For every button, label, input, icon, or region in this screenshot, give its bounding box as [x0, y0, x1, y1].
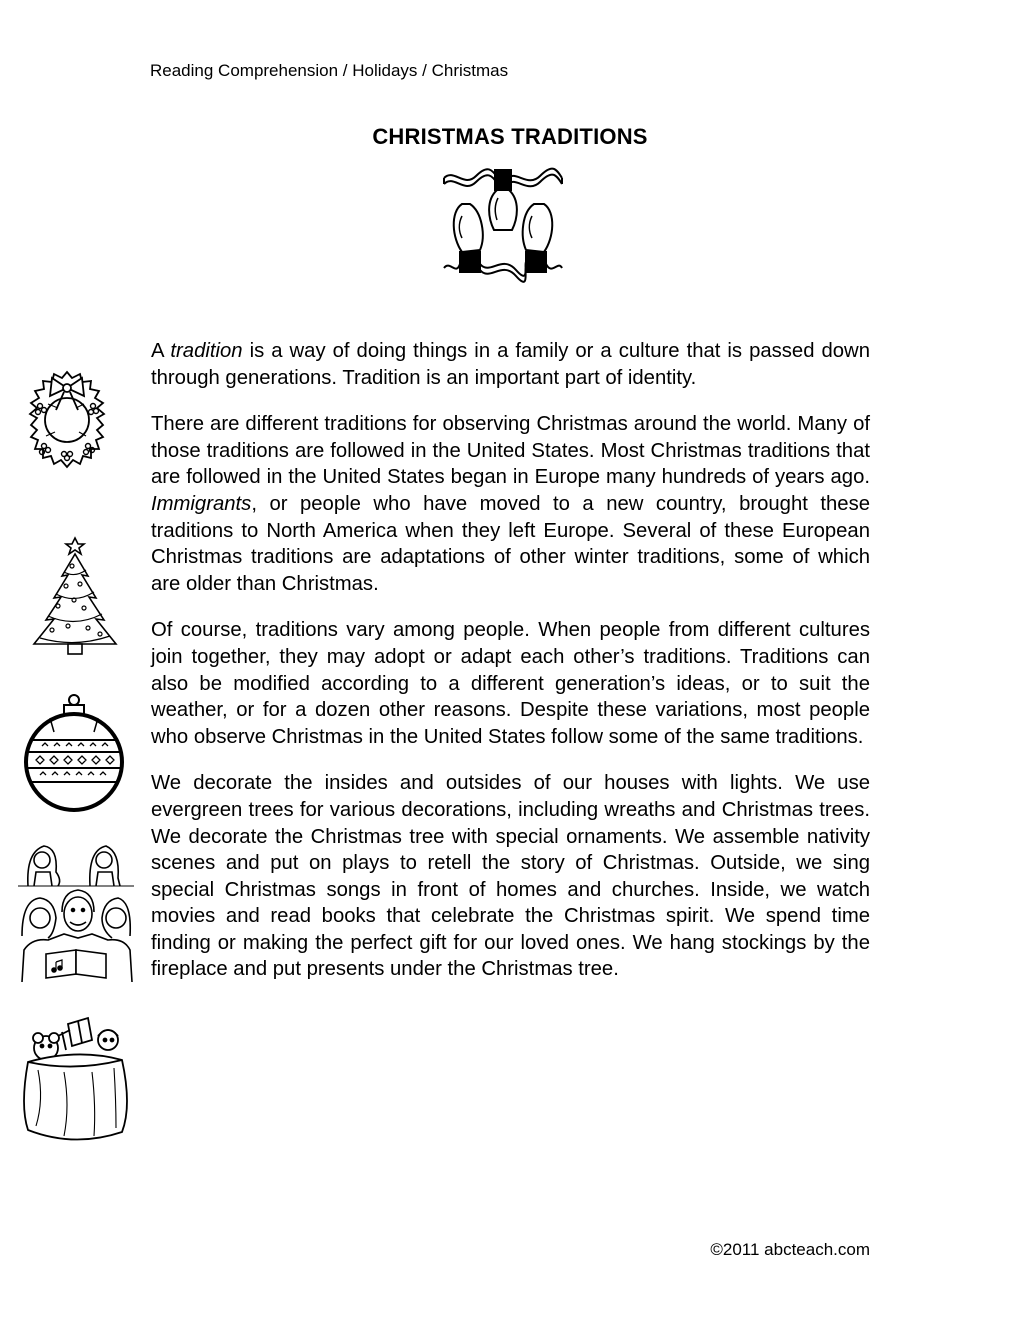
christmas-tree-icon [28, 536, 122, 658]
page-title: CHRISTMAS TRADITIONS [372, 124, 648, 149]
gift-sack-icon [18, 1010, 134, 1144]
carolers-icon [18, 838, 134, 986]
term-immigrants: Immigrants [151, 492, 252, 515]
wreath-icon [8, 366, 126, 484]
article-body [151, 338, 870, 1003]
breadcrumb: Reading Comprehension / Holidays / Christmas [150, 61, 509, 80]
ornament-icon [20, 692, 128, 814]
paragraph-definition: A tradition is a way of doing things in a family or a culture that is passed down through generations. Tradition is an important part of identity. [151, 340, 870, 389]
copyright-footer: ©2011 abcteach.com [710, 1240, 870, 1259]
paragraph-variations: Of course, traditions vary among people. When people from different cultures join together, they may adopt or adapt each other’s traditions. Traditions can also be modified according to a different generation’s ideas, or to suit the weather, or for a dozen other reasons. Despite these variations, most people who observe Christmas in the United States follow some of the same traditions. [151, 619, 870, 748]
christmas-lights-icon [440, 164, 566, 284]
term-tradition: tradition [170, 340, 243, 362]
paragraph-customs: We decorate the insides and outsides of our houses with lights. We use evergreen trees for various decorations, including wreaths and Christmas trees. We decorate the Christmas tree with special ornaments. We assemble nativity scenes and put on plays to retell the story of Christmas. Outside, we sing special Christmas songs in front of homes and churches. Inside, we watch movies and read books that celebrate the Christmas spirit. We spend time finding or making the perfect gift for our loved ones. We hang stockings by the fireplace and put presents under the Christmas tree. [151, 772, 870, 981]
paragraph-origins: There are different traditions for observing Christmas around the world. Many of those traditions are followed in the United States. Most Christmas traditions that are followed in the United States began in Europe many hundreds of years ago. Immigrants, or people who have moved to a new country, brought these traditions to North America when they left Europe. Several of these European Christmas traditions are adaptations of other winter traditions, some of which are older than Christmas. [151, 413, 870, 595]
